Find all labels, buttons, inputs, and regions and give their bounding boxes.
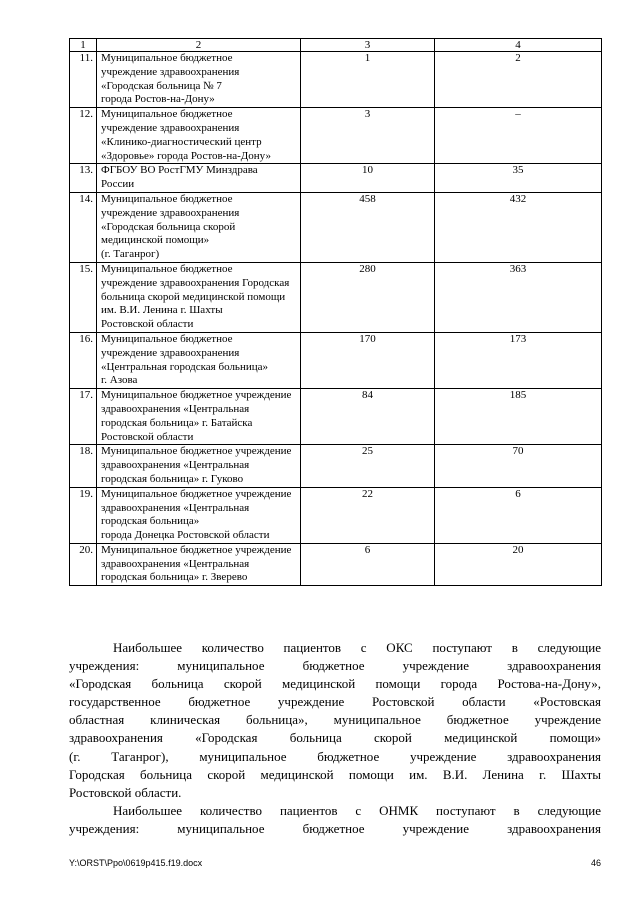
institution-name bbox=[97, 262, 301, 332]
footer-file-path: Y:\ORST\Ppo\0619p415.f19.docx bbox=[69, 858, 203, 868]
value-col-4: 363 bbox=[435, 262, 602, 332]
value-col-3: 25 bbox=[301, 445, 435, 487]
paragraph-line: здравоохранения «Городская больница скорой медицинской помощи» bbox=[69, 730, 601, 746]
table-row bbox=[70, 389, 602, 445]
table-row bbox=[70, 164, 602, 193]
institution-name-line: Ростовской области bbox=[101, 430, 194, 443]
institution-name-line: Муниципальное бюджетное bbox=[101, 52, 233, 64]
table-row bbox=[70, 543, 602, 585]
value-col-3: 10 bbox=[301, 164, 435, 193]
paragraph-oks bbox=[69, 639, 601, 802]
table-row bbox=[70, 487, 602, 543]
row-number: 18. bbox=[70, 445, 97, 487]
row-number: 15. bbox=[70, 262, 97, 332]
header-col-4: 4 bbox=[435, 39, 602, 52]
institution-name-line: здравоохранения «Центральная bbox=[101, 459, 250, 472]
institution-name-line: Муниципальное бюджетное bbox=[101, 262, 233, 275]
value-col-4: 432 bbox=[435, 192, 602, 262]
institutions-table bbox=[69, 38, 602, 586]
value-col-3: 1 bbox=[301, 52, 435, 108]
institution-name-line: больница скорой медицинской помощи bbox=[101, 290, 286, 303]
table-row bbox=[70, 52, 602, 108]
row-number: 20. bbox=[70, 543, 97, 585]
institution-name-line: (г. Таганрог) bbox=[101, 248, 160, 261]
value-col-3: 170 bbox=[301, 332, 435, 388]
institution-name bbox=[97, 192, 301, 262]
row-number: 16. bbox=[70, 332, 97, 388]
footer-page-number: 46 bbox=[590, 858, 601, 868]
header-col-1: 1 bbox=[70, 39, 97, 52]
institution-name-line: ФГБОУ ВО РостГМУ Минздрава bbox=[101, 164, 258, 177]
row-number: 12. bbox=[70, 108, 97, 164]
row-number: 17. bbox=[70, 389, 97, 445]
paragraph-onmk bbox=[69, 802, 601, 838]
header-col-2: 2 bbox=[97, 39, 301, 52]
value-col-3: 84 bbox=[301, 389, 435, 445]
institution-name-line: России bbox=[101, 178, 135, 191]
institution-name-line: «Центральная городская больница» bbox=[101, 360, 268, 373]
paragraph-line: (г. Таганрог), муниципальное бюджетное учреждение здравоохранения bbox=[69, 748, 601, 764]
institution-name-line: учреждение здравоохранения bbox=[101, 346, 240, 359]
paragraph-line: Городская больница скорой медицинской помощи им. В.И. Ленина г. Шахты bbox=[69, 766, 601, 782]
value-col-4: 70 bbox=[435, 445, 602, 487]
institution-name bbox=[97, 487, 301, 543]
institution-name-line: Муниципальное бюджетное bbox=[101, 108, 233, 121]
institution-name-line: здравоохранения «Центральная bbox=[101, 402, 250, 415]
institution-name-line: учреждение здравоохранения bbox=[101, 65, 240, 78]
institution-name-line: городская больница» г. Зверево bbox=[101, 571, 248, 584]
value-col-4: 20 bbox=[435, 543, 602, 585]
value-col-4: 2 bbox=[435, 52, 602, 108]
header-col-3: 3 bbox=[301, 39, 435, 52]
table-row bbox=[70, 445, 602, 487]
institution-name-line: учреждение здравоохранения bbox=[101, 206, 240, 219]
institution-name-line: «Городская больница № 7 bbox=[101, 79, 222, 92]
table-header-row bbox=[70, 39, 602, 52]
paragraph-line: государственное бюджетное учреждение Ростовской области «Ростовская bbox=[69, 694, 601, 710]
institution-name bbox=[97, 543, 301, 585]
institution-name-line: учреждение здравоохранения bbox=[101, 121, 240, 134]
institution-name-line: «Здоровье» города Ростов-на-Дону» bbox=[101, 149, 271, 162]
institution-name bbox=[97, 332, 301, 388]
table-row bbox=[70, 108, 602, 164]
table-row bbox=[70, 262, 602, 332]
institution-name-line: здравоохранения «Центральная bbox=[101, 557, 250, 570]
institution-name-line: города Ростов-на-Дону» bbox=[101, 93, 215, 106]
institution-name bbox=[97, 164, 301, 193]
institution-name-line: «Клинико-диагностический центр bbox=[101, 135, 262, 148]
value-col-4: 6 bbox=[435, 487, 602, 543]
paragraph-line: Ростовской области. bbox=[69, 784, 182, 800]
institution-name-line: Муниципальное бюджетное bbox=[101, 192, 233, 205]
value-col-3: 6 bbox=[301, 543, 435, 585]
paragraph-line: учреждения: муниципальное бюджетное учреждение здравоохранения bbox=[69, 658, 601, 674]
row-number: 14. bbox=[70, 192, 97, 262]
institution-name-line: Муниципальное бюджетное учреждение bbox=[101, 445, 292, 458]
table-body bbox=[70, 39, 602, 586]
value-col-4: – bbox=[435, 108, 602, 164]
value-col-4: 35 bbox=[435, 164, 602, 193]
institution-name-line: Муниципальное бюджетное учреждение bbox=[101, 389, 292, 402]
institution-name-line: Ростовской области bbox=[101, 318, 194, 331]
institution-name bbox=[97, 445, 301, 487]
institution-name-line: учреждение здравоохранения Городская bbox=[101, 276, 290, 289]
institution-name-line: Муниципальное бюджетное учреждение bbox=[101, 487, 292, 500]
institution-name-line: городская больница» bbox=[101, 515, 200, 528]
institution-name-line: Муниципальное бюджетное учреждение bbox=[101, 543, 292, 556]
table-row bbox=[70, 192, 602, 262]
institution-name-line: здравоохранения «Центральная bbox=[101, 501, 250, 514]
institution-name-line: медицинской помощи» bbox=[101, 234, 210, 247]
row-number: 11. bbox=[70, 52, 97, 108]
value-col-3: 3 bbox=[301, 108, 435, 164]
institution-name-line: городская больница» г. Гуково bbox=[101, 472, 244, 485]
value-col-4: 185 bbox=[435, 389, 602, 445]
institution-name bbox=[97, 108, 301, 164]
table-row bbox=[70, 332, 602, 388]
value-col-4: 173 bbox=[435, 332, 602, 388]
institution-name bbox=[97, 52, 301, 108]
paragraph-line: «Городская больница скорой медицинской помощи города Ростова-на-Дону», bbox=[69, 676, 601, 692]
value-col-3: 458 bbox=[301, 192, 435, 262]
paragraph-line: учреждения: муниципальное бюджетное учреждение здравоохранения bbox=[69, 821, 601, 837]
institution-name bbox=[97, 389, 301, 445]
institution-name-line: Муниципальное бюджетное bbox=[101, 332, 233, 345]
paragraph-line: областная клиническая больница», муниципальное бюджетное учреждение bbox=[69, 712, 601, 728]
institution-name-line: г. Азова bbox=[101, 374, 138, 387]
institution-name-line: города Донецка Ростовской области bbox=[101, 529, 270, 542]
institution-name-line: «Городская больница скорой bbox=[101, 220, 236, 233]
row-number: 13. bbox=[70, 164, 97, 193]
value-col-3: 280 bbox=[301, 262, 435, 332]
institution-name-line: городская больница» г. Батайска bbox=[101, 416, 253, 429]
paragraph-line: Наибольшее количество пациентов с ОКС поступают в следующие bbox=[113, 640, 601, 655]
value-col-3: 22 bbox=[301, 487, 435, 543]
paragraph-line: Наибольшее количество пациентов с ОНМК поступают в следующие bbox=[113, 803, 601, 818]
institution-name-line: им. В.И. Ленина г. Шахты bbox=[101, 304, 223, 317]
row-number: 19. bbox=[70, 487, 97, 543]
